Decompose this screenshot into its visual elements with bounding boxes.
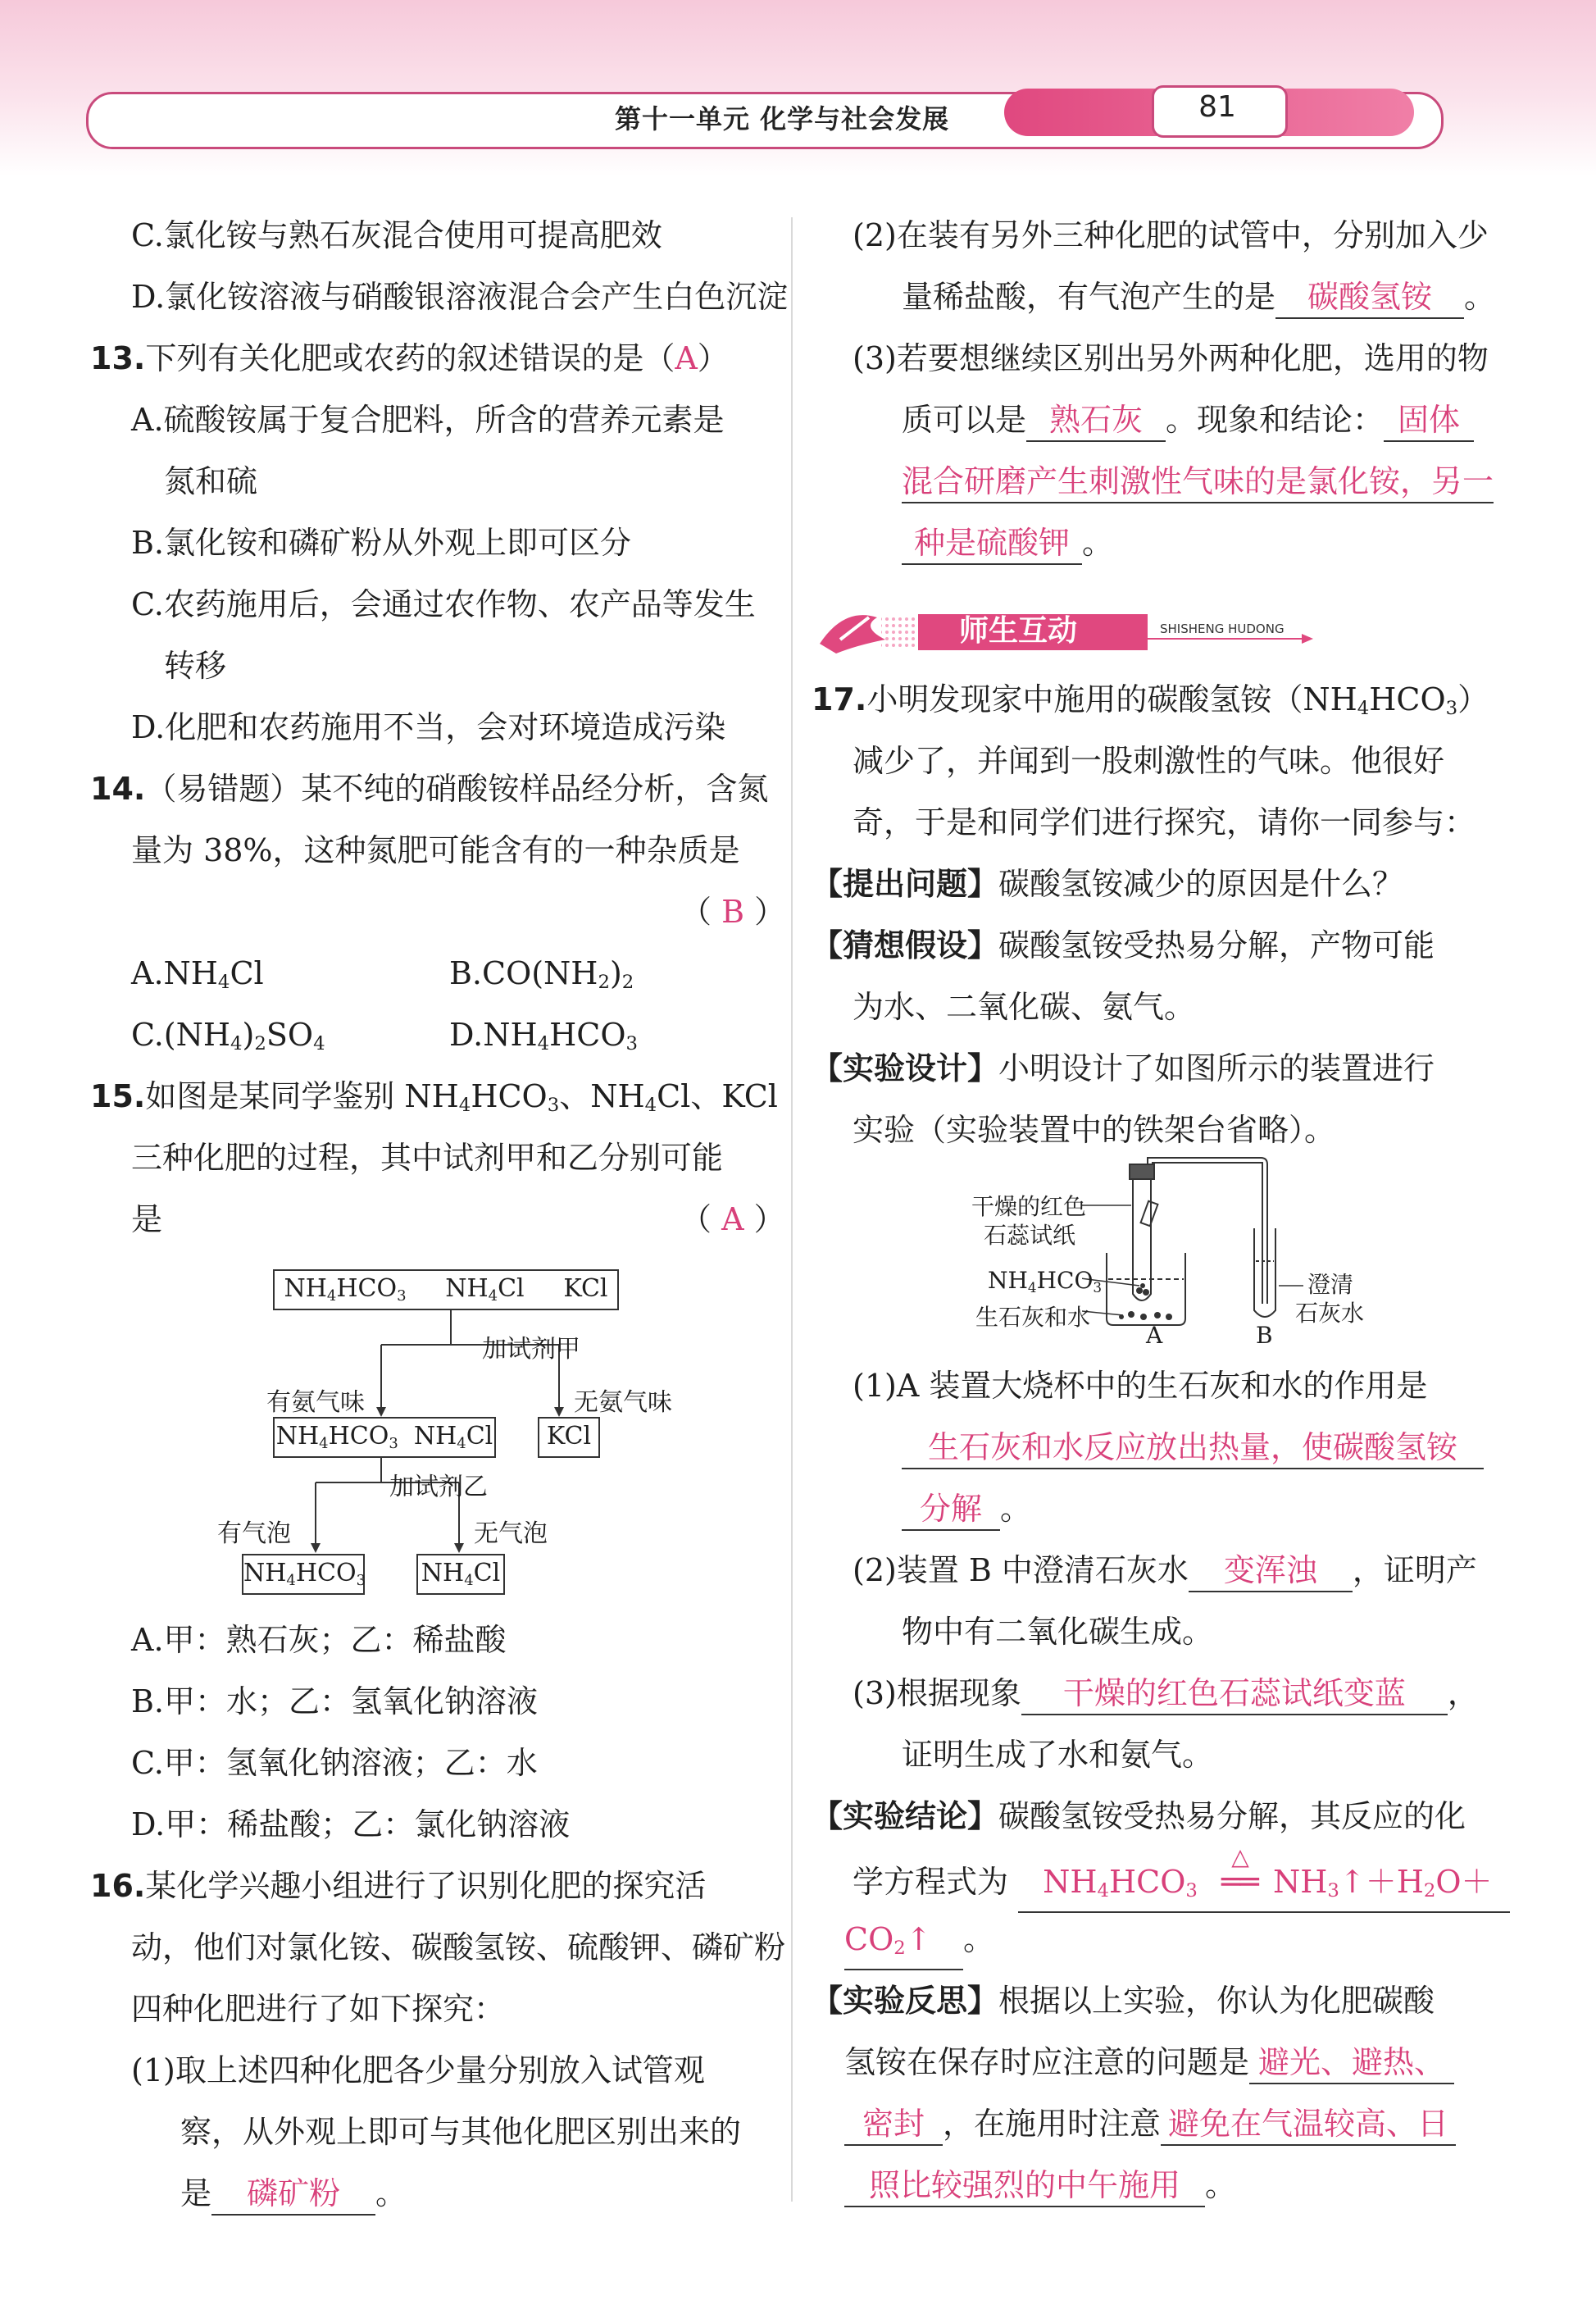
fig-label-a: A [1146,1322,1163,1349]
q17-question: 【提出问题】碳酸氢铵减少的原因是什么？ [812,866,1404,902]
q15-option-c: C.甲：氢氧化钠溶液；乙：水 [131,1745,538,1781]
fig-label-litmus-1: 干燥的红色 [971,1193,1087,1220]
q17-stem-cont2: 奇，于是和同学们进行探究，请你一同参与： [853,804,1476,840]
q16-stem-cont: 动，他们对氯化铵、碳酸氢铵、硫酸钾、磷矿粉 [131,1929,786,1965]
q15-stem-cont: 三种化肥的过程，其中试剂甲和乙分别可能 [131,1140,724,1176]
q16-part3-answer-conclusion: 固体 [1384,399,1474,442]
q13-option-c-cont: 转移 [164,648,227,684]
q17-conclusion: 【实验结论】碳酸氢铵受热易分解，其反应的化 [812,1798,1466,1834]
q14-answer-bracket: （ B ） [680,894,786,930]
q16-part2-answer-line: 量稀盐酸，有气泡产生的是 碳酸氢铵 。 [902,276,1495,319]
fig-label-nh4hco3: $NH_4HCO_3$ [988,1267,1103,1296]
q17-part3-cont: 证明生成了水和氨气。 [902,1737,1214,1773]
q17-storage-answer: 避光、避热、 [1249,2042,1454,2084]
q15-stem-cont2: 是 [131,1201,163,1237]
q16-part1-answer: 磷矿粉 [211,2173,375,2216]
q16-part1-cont: 察，从外观上即可与其他化肥区别出来的 [180,2114,742,2150]
q17-part3: (3)根据现象 干燥的红色石蕊试纸变蓝 ， [853,1673,1479,1715]
fig-label-limewater-1: 澄清 [1307,1271,1354,1298]
q12-option-c: C.氯化铵与熟石灰混合使用可提高肥效 [131,217,662,253]
q13-option-a-cont: 氮和硫 [164,463,258,499]
q16-part3: (3)若要想继续区别出另外两种化肥，选用的物 [853,340,1489,376]
q16-part1: (1)取上述四种化肥各少量分别放入试管观 [131,2052,705,2088]
unit-title: 第十一单元 化学与社会发展 [615,103,950,134]
section-title: 师生互动 [959,614,1078,648]
fig-label-limewater-2: 石灰水 [1295,1300,1365,1327]
q16-part3-answer-conclusion-end: 种是硫酸钾 。 [902,522,1113,565]
q17-part2: (2)装置 B 中澄清石灰水 变浑浊 ，证明产 [853,1550,1477,1592]
flow-add-reagent-b: 加试剂乙 [389,1473,488,1501]
fig-label-b: B [1256,1322,1273,1349]
flow-box-all-fertilizers: $NH_4HCO_3$ $NH_4Cl$ KCl [273,1269,619,1310]
page-number: 81 [1198,90,1236,124]
q13-option-b: B.氯化铵和磷矿粉从外观上即可区分 [131,525,632,561]
q16-part3-answer-reagent: 熟石灰 [1026,399,1166,442]
q15-option-b: B.甲：水；乙：氢氧化钠溶液 [131,1683,539,1719]
flow-add-reagent-a: 加试剂甲 [482,1335,580,1364]
flow-has-bubbles: 有气泡 [217,1519,291,1548]
section-pinyin: SHISHENG HUDONG [1160,622,1285,636]
q14-option-c: $C.(NH_4)_2SO_4$ [131,1017,325,1054]
q17-reflection: 【实验反思】根据以上实验，你认为化肥碳酸 [812,1983,1435,2019]
q13-stem: 13.下列有关化肥或农药的叙述错误的是（A） [90,340,729,376]
flow-no-ammonia-smell: 无氨气味 [574,1388,672,1417]
equation-equals: ══ [1221,1864,1259,1900]
q17-part1-answer-end: 分解 。 [902,1488,1031,1531]
column-divider [791,217,793,2202]
q16-part2-answer: 碳酸氢铵 [1275,276,1464,319]
q14-stem-cont: 量为 38%，这种氮肥可能含有的一种杂质是 [131,832,740,868]
q16-part2: (2)在装有另外三种化肥的试管中，分别加入少 [853,217,1489,253]
heat-symbol: △ [1231,1843,1249,1870]
flow-box-two-ammonium: $NH_4HCO_3$ $NH_4Cl$ [273,1417,496,1458]
q15-option-a: A.甲：熟石灰；乙：稀盐酸 [131,1622,507,1658]
q15-option-d: D.甲：稀盐酸；乙：氯化钠溶液 [131,1806,571,1842]
q14-stem: 14.（易错题）某不纯的硝酸铵样品经分析，含氮 [90,771,769,807]
q13-option-d: D.化肥和农药施用不当，会对环境造成污染 [131,709,726,745]
q14-option-b: $B.CO(NH_2)_2$ [449,955,634,993]
q17-hypothesis: 【猜想假设】碳酸氢铵受热易分解，产物可能 [812,927,1435,963]
q15-answer: A [721,1201,744,1237]
q14-option-a: $A.NH_4Cl$ [131,955,264,993]
q16-part3-answer-line: 质可以是 熟石灰 。现象和结论： 固体 [902,399,1474,442]
q13-option-a: A.硫酸铵属于复合肥料，所含的营养元素是 [131,402,725,438]
q17-equation-line: 学方程式为 $NH_4HCO_3$ △ ══ $NH_3↑+H_2O+$ [853,1861,1510,1913]
q17-equation-cont: $CO_2↑$ 。 [844,1919,994,1970]
q17-use-answer: 避免在气温较高、日 [1161,2103,1456,2146]
q13-answer: A [675,340,698,376]
q17-part2-answer: 变浑浊 [1189,1550,1353,1592]
q17-design: 【实验设计】小明设计了如图所示的装置进行 [812,1050,1435,1086]
q17-reflection-use-cont: 照比较强烈的中午施用 。 [844,2165,1236,2207]
fig-label-litmus-2: 石蕊试纸 [984,1222,1076,1249]
q12-option-d: D.氯化铵溶液与硝酸银溶液混合会产生白色沉淀 [131,279,789,315]
q16-stem: 16.某化学兴趣小组进行了识别化肥的探究活 [90,1868,707,1904]
q17-design-cont: 实验（实验装置中的铁架台省略）。 [853,1112,1336,1148]
q15-stem: 15.如图是某同学鉴别 $NH_4HCO_3$、$NH_4Cl$、KCl [90,1078,778,1116]
q17-reflection-use: 密封 ，在施用时注意 避免在气温较高、日 [844,2103,1456,2146]
q16-part3-answer-conclusion-cont: 混合研磨产生刺激性气味的是氯化铵，另一 [902,461,1494,503]
q13-option-c: C.农药施用后，会通过农作物、农产品等发生 [131,586,756,622]
flow-has-ammonia-smell: 有氨气味 [266,1388,365,1417]
q15-answer-bracket: （ A ） [680,1201,785,1237]
q16-stem-cont2: 四种化肥进行了如下探究： [131,1991,506,2027]
flow-box-nh4cl: $NH_4Cl$ [416,1554,505,1595]
q14-option-d: $D.NH_4HCO_3$ [449,1017,638,1054]
q16-part1-answer-line: 是 磷矿粉 。 [180,2173,407,2216]
flow-box-kcl: KCl [538,1417,600,1458]
q17-stem-cont: 减少了，并闻到一股刺激性的气味。他很好 [853,743,1445,779]
q17-reflection-storage: 氢铵在保存时应注意的问题是 避光、避热、 [844,2042,1454,2084]
q17-part1: (1)A 装置大烧杯中的生石灰和水的作用是 [853,1368,1428,1404]
q14-answer: B [721,894,745,930]
q17-hypothesis-cont: 为水、二氧化碳、氨气。 [853,989,1196,1025]
fig-label-quicklime-water: 生石灰和水 [975,1304,1091,1331]
flow-box-nh4hco3: $NH_4HCO_3$ [242,1554,365,1595]
q17-part1-answer: 生石灰和水反应放出热量，使碳酸氢铵 [902,1427,1484,1469]
q17-part2-cont: 物中有二氧化碳生成。 [902,1614,1214,1650]
q17-chemical-equation: $NH_4HCO_3$ △ ══ $NH_3↑+H_2O+$ [1018,1861,1510,1913]
flow-no-bubbles: 无气泡 [474,1519,548,1548]
q17-stem: 17.小明发现家中施用的碳酸氢铵$(NH_4HCO_3)$ [812,681,1489,719]
q17-part3-answer: 干燥的红色石蕊试纸变蓝 [1021,1673,1448,1715]
